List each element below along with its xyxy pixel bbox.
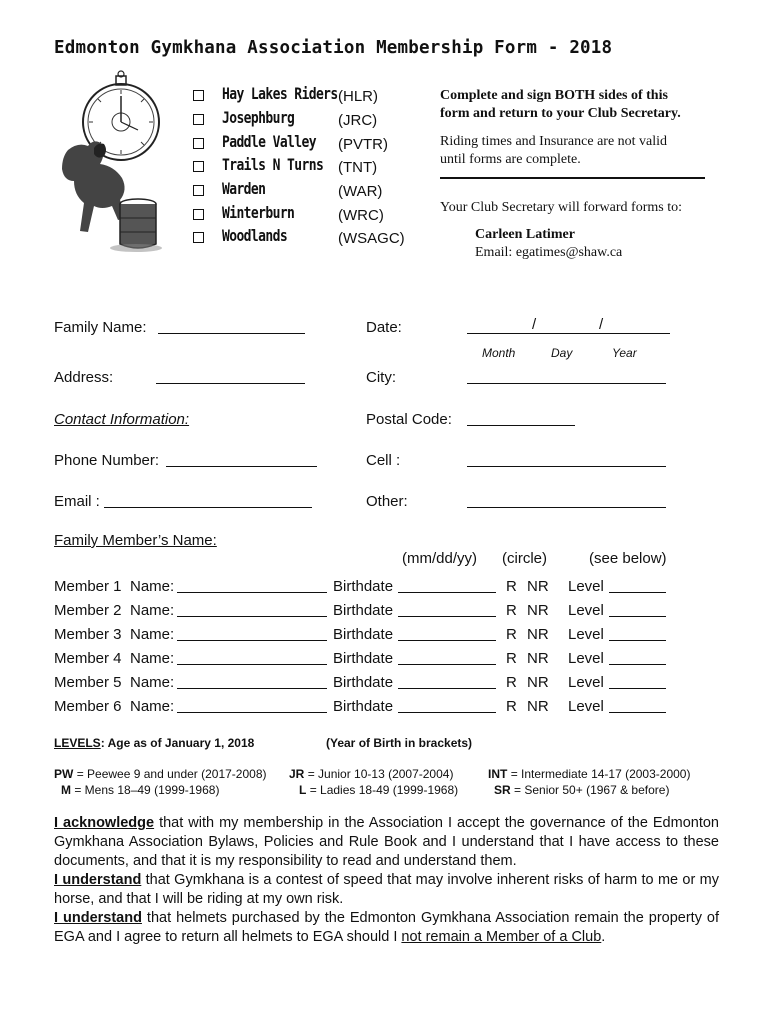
month-caption: Month <box>482 346 516 360</box>
member-label: Member 2 <box>54 602 122 619</box>
level-label: Level <box>568 674 604 691</box>
non-resident-option[interactable]: NR <box>527 578 549 595</box>
level-field[interactable] <box>609 712 666 713</box>
contact-name: Carleen Latimer <box>475 227 575 242</box>
family-members-heading: Family Member’s Name: <box>54 532 217 549</box>
resident-option[interactable]: R <box>506 650 517 667</box>
level-field[interactable] <box>609 616 666 617</box>
club-name: Hay Lakes Riders <box>222 85 338 104</box>
level-field[interactable] <box>609 688 666 689</box>
levels-heading <box>54 736 254 750</box>
club-name: Winterburn <box>222 204 295 223</box>
level-code: M <box>61 783 71 797</box>
club-abbr: (WSAGC) <box>338 230 405 247</box>
helmet-paragraph <box>54 909 719 947</box>
phone-label: Phone Number: <box>54 452 160 469</box>
name-label: Name: <box>130 650 175 667</box>
address-label: Address: <box>54 369 114 386</box>
family-name-field[interactable] <box>158 333 305 334</box>
club-checkbox-war[interactable] <box>193 185 204 196</box>
member-name-field[interactable] <box>177 688 327 689</box>
club-checkbox-jrc[interactable] <box>193 114 204 125</box>
birthdate-field[interactable] <box>398 688 496 689</box>
non-resident-option[interactable]: NR <box>527 602 549 619</box>
level-jr <box>289 767 453 781</box>
name-label: Name: <box>130 698 175 715</box>
risk-text: that Gymkhana is a contest of speed that may involve inherent risks of harm to me or my horse, and that I will be riding at my own risk. <box>54 872 719 907</box>
contact-email: Email: egatimes@shaw.ca <box>475 245 623 260</box>
resident-option[interactable]: R <box>506 578 517 595</box>
birthdate-label: Birthdate <box>333 578 394 595</box>
member-name-field[interactable] <box>177 712 327 713</box>
birthdate-field[interactable] <box>398 664 496 665</box>
level-code: L <box>299 783 307 797</box>
helmet-end: . <box>601 929 606 945</box>
levels-note: (Year of Birth in brackets) <box>326 736 473 750</box>
date-field[interactable] <box>467 333 670 334</box>
club-checkbox-hlr[interactable] <box>193 90 204 101</box>
name-label: Name: <box>130 626 175 643</box>
level-desc: = Ladies 18-49 (1999-1968) <box>309 783 459 797</box>
level-desc: = Intermediate 14-17 (2003-2000) <box>510 767 691 781</box>
non-resident-option[interactable]: NR <box>527 674 549 691</box>
understand-lead: I understand <box>54 910 142 926</box>
birthdate-field[interactable] <box>398 592 496 593</box>
barrel-racer-logo <box>58 70 163 260</box>
member-name-field[interactable] <box>177 616 327 617</box>
club-checkbox-wsagc[interactable] <box>193 232 204 243</box>
postal-code-field[interactable] <box>467 425 575 426</box>
club-abbr: (JRC) <box>338 112 378 129</box>
non-resident-option[interactable]: NR <box>527 650 549 667</box>
birthdate-label: Birthdate <box>333 602 394 619</box>
acknowledge-lead: I acknowledge <box>54 815 155 831</box>
level-desc: = Mens 18–49 (1999-1968) <box>74 783 220 797</box>
cell-field[interactable] <box>467 466 666 467</box>
name-label: Name: <box>130 578 175 595</box>
levels-heading-rest: : Age as of January 1, 2018 <box>100 736 255 750</box>
level-field[interactable] <box>609 664 666 665</box>
level-label: Level <box>568 626 604 643</box>
birthdate-field[interactable] <box>398 640 496 641</box>
day-caption: Day <box>551 346 573 360</box>
non-resident-option[interactable]: NR <box>527 698 549 715</box>
city-label: City: <box>366 369 396 386</box>
postal-code-label: Postal Code: <box>366 411 452 428</box>
understand-lead: I understand <box>54 872 142 888</box>
club-name: Trails N Turns <box>222 156 324 175</box>
club-abbr: (WRC) <box>338 207 384 224</box>
email-field[interactable] <box>104 507 312 508</box>
club-name: Josephburg <box>222 109 295 128</box>
member-name-field[interactable] <box>177 592 327 593</box>
resident-option[interactable]: R <box>506 674 517 691</box>
birthdate-field[interactable] <box>398 616 496 617</box>
validity-note-1: Riding times and Insurance are not valid <box>440 134 668 149</box>
birthdate-label: Birthdate <box>333 698 394 715</box>
level-label: Level <box>568 650 604 667</box>
birthdate-label: Birthdate <box>333 650 394 667</box>
member-label: Member 6 <box>54 698 122 715</box>
level-desc: = Peewee 9 and under (2017-2008) <box>76 767 267 781</box>
date-separator: / <box>532 316 537 333</box>
level-header: (see below) <box>589 550 667 567</box>
level-code: PW <box>54 767 74 781</box>
other-field[interactable] <box>467 507 666 508</box>
acknowledgement-paragraph <box>54 814 719 871</box>
birthdate-label: Birthdate <box>333 674 394 691</box>
level-code: SR <box>494 783 511 797</box>
level-label: Level <box>568 602 604 619</box>
instruction-line-2: form and return to your Club Secretary. <box>440 106 681 121</box>
other-label: Other: <box>366 493 408 510</box>
resident-option[interactable]: R <box>506 698 517 715</box>
member-label: Member 5 <box>54 674 122 691</box>
forward-note: Your Club Secretary will forward forms to: <box>440 200 682 215</box>
contact-info-heading: Contact Information: <box>54 411 190 428</box>
level-desc: = Senior 50+ (1967 & before) <box>514 783 670 797</box>
club-abbr: (WAR) <box>338 183 383 200</box>
level-pw <box>54 767 267 781</box>
levels-heading-word: LEVELS <box>54 736 101 750</box>
birthdate-format-header: (mm/dd/yy) <box>402 550 477 567</box>
name-label: Name: <box>130 602 175 619</box>
resident-option[interactable]: R <box>506 602 517 619</box>
level-field[interactable] <box>609 640 666 641</box>
member-label: Member 3 <box>54 626 122 643</box>
club-abbr: (HLR) <box>338 88 378 105</box>
level-field[interactable] <box>609 592 666 593</box>
name-label: Name: <box>130 674 175 691</box>
address-field[interactable] <box>156 383 305 384</box>
family-name-label: Family Name: <box>54 319 147 336</box>
level-code: JR <box>289 767 305 781</box>
level-l <box>299 783 458 797</box>
level-m <box>61 783 219 797</box>
cell-label: Cell : <box>366 452 401 469</box>
member-label: Member 1 <box>54 578 122 595</box>
club-name: Woodlands <box>222 227 288 246</box>
level-sr <box>494 783 669 797</box>
non-resident-option[interactable]: NR <box>527 626 549 643</box>
date-label: Date: <box>366 319 402 336</box>
club-abbr: (PVTR) <box>338 136 388 153</box>
club-name: Paddle Valley <box>222 133 316 152</box>
risk-paragraph <box>54 871 719 909</box>
club-checkbox-wrc[interactable] <box>193 209 204 220</box>
level-int <box>488 767 690 781</box>
resident-option[interactable]: R <box>506 626 517 643</box>
level-code: INT <box>488 767 508 781</box>
instruction-line-1: Complete and sign BOTH sides of this <box>440 88 668 103</box>
member-name-field[interactable] <box>177 664 327 665</box>
club-checkbox-tnt[interactable] <box>193 161 204 172</box>
validity-note-2: until forms are complete. <box>440 152 581 167</box>
form-title: Edmonton Gymkhana Association Membership Form - 2018 <box>54 38 613 58</box>
helmet-text: that helmets purchased by the Edmonton Gymkhana Association remain the property of EGA and I agree to return all helmets to EGA should I <box>54 910 720 945</box>
club-checkbox-pvtr[interactable] <box>193 138 204 149</box>
city-field[interactable] <box>467 383 666 384</box>
birthdate-field[interactable] <box>398 712 496 713</box>
member-label: Member 4 <box>54 650 122 667</box>
level-label: Level <box>568 578 604 595</box>
acknowledge-text: that with my membership in the Association I accept the governance of the Edmonton Gymkhana Association Bylaws, Policies and Rule Book and I understand that I have access to these documents, and that it is my responsibility to read and understand them. <box>54 815 719 869</box>
helmet-condition: not remain a Member of a Club <box>401 929 602 945</box>
club-abbr: (TNT) <box>338 159 378 176</box>
year-caption: Year <box>612 346 637 360</box>
email-label: Email : <box>54 493 100 510</box>
circle-header: (circle) <box>502 550 547 567</box>
birthdate-label: Birthdate <box>333 626 394 643</box>
member-name-field[interactable] <box>177 640 327 641</box>
level-label: Level <box>568 698 604 715</box>
divider <box>440 177 705 179</box>
date-separator: / <box>599 316 604 333</box>
club-name: Warden <box>222 180 266 199</box>
level-desc: = Junior 10-13 (2007-2004) <box>307 767 454 781</box>
phone-field[interactable] <box>166 466 317 467</box>
